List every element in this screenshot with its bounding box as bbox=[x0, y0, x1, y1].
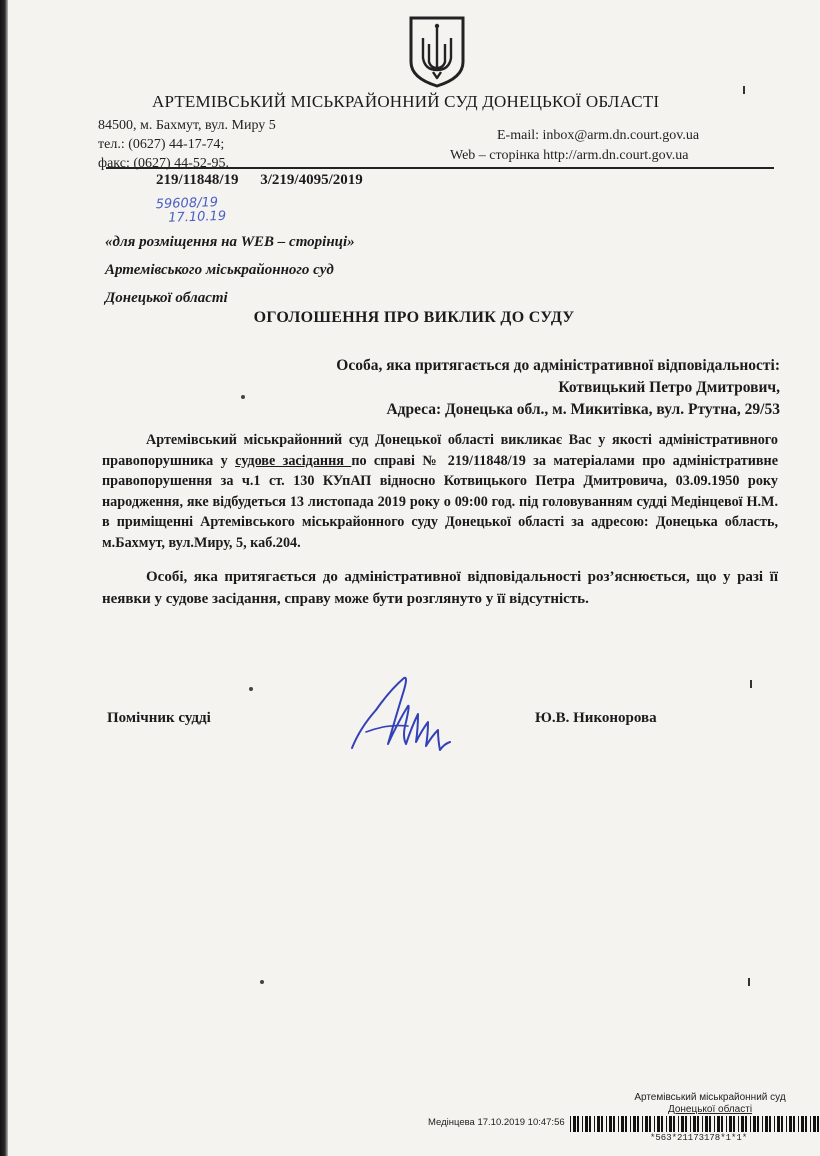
court-phone: тел.: (0627) 44-17-74; bbox=[98, 137, 225, 152]
barcode-bar bbox=[645, 1116, 648, 1132]
barcode-bar bbox=[801, 1116, 804, 1132]
scan-speck bbox=[260, 980, 264, 984]
person-label: Особа, яка притягається до адміністративної відповідальності: bbox=[336, 357, 780, 374]
barcode-bar bbox=[577, 1116, 579, 1132]
stamp-court-line-1: Артемівський міськрайонний суд bbox=[634, 1092, 786, 1103]
barcode-bar bbox=[585, 1116, 588, 1132]
handwritten-reg-number: 59608/19 bbox=[155, 195, 219, 213]
person-address: Адреса: Донецька обл., м. Микитівка, вул. Ртутна, 29/53 bbox=[386, 401, 780, 418]
barcode-bar bbox=[762, 1116, 763, 1132]
barcode-bar bbox=[609, 1116, 612, 1132]
barcode-bar bbox=[738, 1116, 739, 1132]
barcode-bar bbox=[642, 1116, 643, 1132]
barcode-text: *563*21173178*1*1* bbox=[650, 1133, 748, 1143]
barcode-bar bbox=[690, 1116, 691, 1132]
barcode-bar bbox=[765, 1116, 768, 1132]
barcode bbox=[570, 1116, 820, 1132]
court-email: E-mail: inbox@arm.dn.court.gov.ua bbox=[497, 128, 700, 143]
scan-speck bbox=[750, 680, 752, 688]
barcode-bar bbox=[786, 1116, 787, 1132]
scan-speck bbox=[748, 978, 750, 986]
barcode-bar bbox=[630, 1116, 631, 1132]
barcode-bar bbox=[625, 1116, 627, 1132]
barcode-bar bbox=[601, 1116, 603, 1132]
barcode-bar bbox=[637, 1116, 639, 1132]
barcode-bar bbox=[817, 1116, 819, 1132]
barcode-bar bbox=[717, 1116, 720, 1132]
signatory-name: Ю.В. Никонорова bbox=[535, 710, 657, 726]
barcode-bar bbox=[741, 1116, 744, 1132]
scan-speck bbox=[249, 687, 253, 691]
barcode-bar bbox=[678, 1116, 679, 1132]
barcode-bar bbox=[685, 1116, 687, 1132]
barcode-bar bbox=[805, 1116, 807, 1132]
reference-numbers bbox=[156, 172, 381, 189]
stamp-meta: Медінцева 17.10.2019 10:47:56 bbox=[428, 1117, 565, 1128]
barcode-bar bbox=[702, 1116, 703, 1132]
barcode-bar bbox=[666, 1116, 667, 1132]
handwritten-signature bbox=[346, 670, 456, 770]
barcode-bar bbox=[753, 1116, 756, 1132]
barcode-bar bbox=[757, 1116, 759, 1132]
barcode-bar bbox=[621, 1116, 624, 1132]
barcode-bar bbox=[594, 1116, 595, 1132]
barcode-bar bbox=[654, 1116, 655, 1132]
barcode-bar bbox=[697, 1116, 699, 1132]
handwritten-registration bbox=[156, 196, 227, 226]
court-address: 84500, м. Бахмут, вул. Миру 5 bbox=[98, 118, 276, 133]
summons-text-part-2: по справі № 219/11848/19 за матеріалами про адміністративне правопорушення за ч.1 ст. 130 КУпАП відносно Котвицького Петра Дмитровича, 03.09.1950 року народження, яке відбудеться 13 листопада 2019 року о 09:00 год. під головуванням судді Медінцевої Н.М. в приміщенні Артемівського міськрайонного суду Донецької області за адресою: Донецька область, м.Бахмут, вул.Миру, 5, каб.204. bbox=[102, 452, 779, 551]
addressee-line-2: Артемівського міськрайонного суд bbox=[105, 262, 334, 278]
barcode-bar bbox=[745, 1116, 747, 1132]
barcode-bar bbox=[813, 1116, 816, 1132]
barcode-bar bbox=[669, 1116, 672, 1132]
person-block bbox=[188, 355, 780, 421]
barcode-bar bbox=[810, 1116, 811, 1132]
document-title: ОГОЛОШЕННЯ ПРО ВИКЛИК ДО СУДУ bbox=[253, 309, 575, 326]
barcode-bar bbox=[750, 1116, 751, 1132]
barcode-bar bbox=[798, 1116, 799, 1132]
barcode-bar bbox=[661, 1116, 663, 1132]
court-fax: факс: (0627) 44-52-95. bbox=[98, 156, 229, 171]
absence-notice-paragraph: Особі, яка притягається до адміністративної відповідальності роз’яснюється, що у разі її неявки у судове засідання, справу може бути розглянуто у її відсутність. bbox=[102, 569, 778, 607]
barcode-bar bbox=[774, 1116, 775, 1132]
barcode-bar bbox=[705, 1116, 708, 1132]
barcode-bar bbox=[597, 1116, 600, 1132]
barcode-bar bbox=[729, 1116, 732, 1132]
barcode-bar bbox=[570, 1116, 571, 1132]
summons-paragraph bbox=[102, 430, 778, 553]
court-website: Web – сторінка http://arm.dn.court.gov.ua bbox=[450, 148, 689, 163]
scan-edge bbox=[0, 0, 8, 1156]
summons-text-underlined: судове засідання bbox=[235, 452, 352, 469]
barcode-bar bbox=[709, 1116, 711, 1132]
addressee-line-1: «для розміщення на WEB – сторінці» bbox=[105, 234, 355, 250]
handwritten-reg-date: 17.10.19 bbox=[167, 208, 227, 226]
barcode-bar bbox=[573, 1116, 576, 1132]
barcode-bar bbox=[606, 1116, 607, 1132]
summons-text-part-1: Артемівський міськрайонний суд Донецької області викликає Вас у якості адміністративного правопорушника у bbox=[102, 432, 778, 469]
barcode-bar bbox=[789, 1116, 792, 1132]
barcode-bar bbox=[582, 1116, 583, 1132]
stamp-court-line-2: Донецької області bbox=[667, 1104, 753, 1115]
stamp-court-name bbox=[610, 1092, 810, 1116]
barcode-bar bbox=[618, 1116, 619, 1132]
case-number: 219/11848/19 bbox=[156, 172, 239, 188]
person-name: Котвицький Петро Дмитрович, bbox=[558, 379, 780, 396]
barcode-bar bbox=[726, 1116, 727, 1132]
barcode-bar bbox=[613, 1116, 615, 1132]
barcode-bar bbox=[733, 1116, 735, 1132]
barcode-bar bbox=[693, 1116, 696, 1132]
barcode-bar bbox=[769, 1116, 771, 1132]
scan-speck bbox=[743, 86, 745, 94]
barcode-bar bbox=[721, 1116, 723, 1132]
registration-stamp bbox=[420, 1088, 820, 1156]
outgoing-number: 3/219/4095/2019 bbox=[260, 172, 363, 188]
barcode-bar bbox=[681, 1116, 684, 1132]
barcode-bar bbox=[714, 1116, 715, 1132]
barcode-bar bbox=[673, 1116, 675, 1132]
barcode-bar bbox=[793, 1116, 795, 1132]
barcode-bar bbox=[633, 1116, 636, 1132]
document-page bbox=[8, 0, 820, 1156]
addressee-line-3: Донецької області bbox=[105, 290, 228, 306]
signatory-position: Помічник судді bbox=[107, 710, 211, 726]
coat-of-arms-icon bbox=[407, 14, 467, 90]
scan-speck bbox=[241, 395, 245, 399]
barcode-bar bbox=[777, 1116, 780, 1132]
header-divider bbox=[106, 167, 774, 169]
barcode-bar bbox=[649, 1116, 651, 1132]
court-name: АРТЕМІВСЬКИЙ МІСЬКРАЙОННИЙ СУД ДОНЕЦЬКОЇ ОБЛАСТІ bbox=[152, 92, 660, 111]
barcode-bar bbox=[657, 1116, 660, 1132]
barcode-bar bbox=[589, 1116, 591, 1132]
barcode-bar bbox=[781, 1116, 783, 1132]
